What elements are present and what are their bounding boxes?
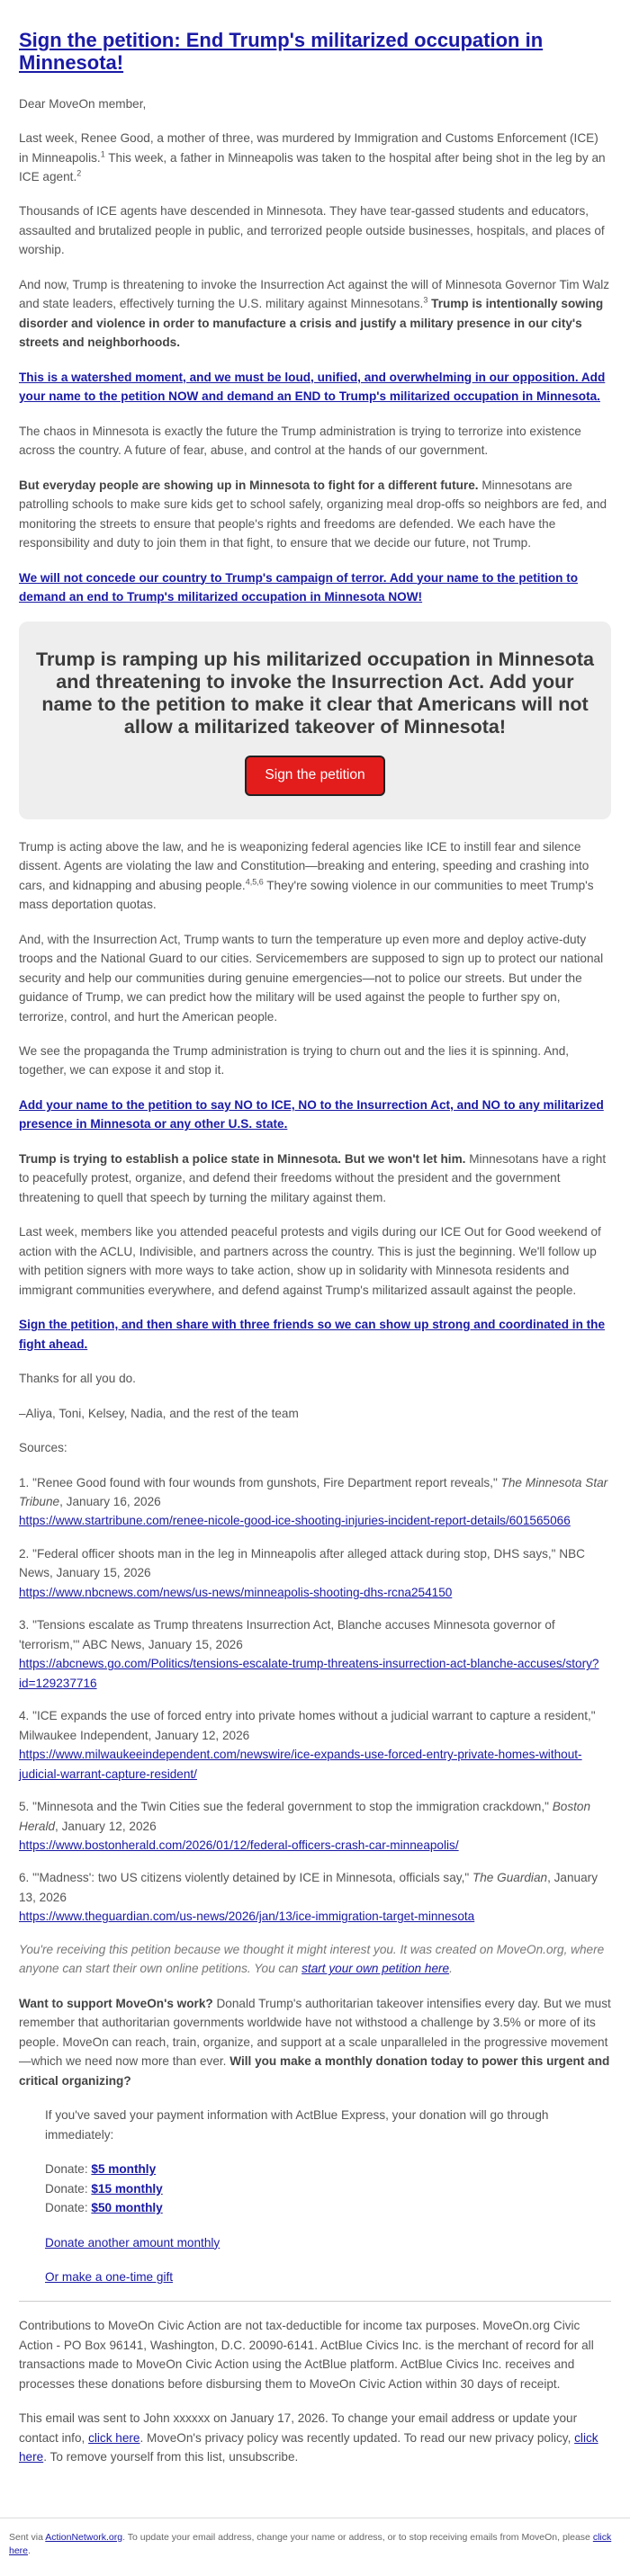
donation-section: [19, 2106, 611, 2286]
source-link[interactable]: https://abcnews.go.com/Politics/tensions-escalate-trump-threatens-insurrection-act-blanche-accuses/story?id=129237716: [19, 1657, 599, 1690]
paragraph-5: But everyday people are showing up in Minnesota to fight for a different future. Minnesotans are patrolling schools to make sure kids get to school safely, organizing meal drop-offs so neighbors are fed, and monitoring the streets to ensure that people's rights and freedoms are defended. We each have the responsibility and duty to join them in that fight, to ensure that we decide our future, not Trump.: [19, 478, 608, 550]
paragraph-6: Trump is acting above the law, and he is weaponizing federal agencies like ICE to instill fear and silence dissent. Agents are violating the law and Constitution—breaking and entering, speeding and crashing into cars, and kidnapping and abusing people.$^{4,5,6}$ They're sowing violence in our communities to meet Trump's mass deportation quotas.: [19, 839, 594, 912]
divider: [19, 2301, 611, 2302]
source-item: 1. "Renee Good found with four wounds from gunshots, Fire Department report reveals," The Minnesota Star Tribune, January 16, 2026 https://www.startribune.com/renee-nicole-good-ice-shooting-injuries-incident-report-details/601565066: [19, 1475, 608, 1528]
donate-15-monthly-link[interactable]: $15 monthly: [91, 2181, 163, 2196]
support-paragraph: Want to support MoveOn's work? Donald Trump's authoritarian takeover intensifies every day. But we must remember that authoritarian governments worldwide have not withstood a challenge by 3.5% or more of its people. MoveOn can reach, train, organize, and support at a scale unparalleled in the progressive movement—which we need now more than ever. Will you make a monthly donation today to power this urgent and critical organizing?: [19, 1996, 611, 2088]
donate-5-monthly-link[interactable]: $5 monthly: [91, 2162, 157, 2177]
title-link[interactable]: Sign the petition: End Trump's militarized occupation in Minnesota!: [19, 29, 544, 75]
source-link[interactable]: https://www.milwaukeeindependent.com/newswire/ice-expands-use-forced-entry-private-homes-without-judicial-warrant-capture-resident/: [19, 1748, 582, 1781]
source-item: 3. "Tensions escalate as Trump threatens Insurrection Act, Blanche accuses Minnesota governor of 'terrorism,'" ABC News, January 15, 2026 https://abcnews.go.com/Politics/tensions-escalate-trump-threatens-insurrection-act-blanche-accuses/story?id=129237716: [19, 1618, 599, 1690]
update-contact-link[interactable]: click here: [88, 2430, 140, 2445]
donate-50-row: Donate: $50 monthly: [45, 2201, 163, 2215]
privacy-policy-link[interactable]: click here: [19, 2430, 598, 2464]
donate-15-row: Donate: $15 monthly: [45, 2181, 163, 2196]
paragraph-9: Trump is trying to establish a police state in Minnesota. But we won't let him. Minnesotans have a right to peacefully protest, organize, and defend their freedoms without the president and the government threatening to quell that speech by turning the military against them.: [19, 1151, 607, 1204]
actionnetwork-link[interactable]: ActionNetwork.org: [45, 2531, 123, 2543]
source-link[interactable]: https://www.theguardian.com/us-news/2026/jan/13/ice-immigration-target-minnesota: [19, 1910, 475, 1924]
source-item: 6. "'Madness': two US citizens violently detained by ICE in Minnesota, officials say," The Guardian, January 13, 2026 https://www.theguardian.com/us-news/2026/jan/13/ice-immigration-target-minnesota: [19, 1871, 598, 1924]
signoff: –Aliya, Toni, Kelsey, Nadia, and the rest of the team: [19, 1406, 299, 1420]
source-item: 5. "Minnesota and the Twin Cities sue the federal government to stop the immigration crackdown," Boston Herald, January 12, 2026 https://www.bostonherald.com/2026/01/12/federal-officers-crash-car-minneapolis/: [19, 1800, 591, 1853]
thanks-line: Thanks for all you do.: [19, 1372, 136, 1386]
sent-to-note: This email was sent to John xxxxxx on January 17, 2026. To change your email address or update your contact info, click here. MoveOn's privacy policy was recently updated. To read our new privacy policy, click here. To remove yourself from this list, unsubscribe.: [19, 2411, 598, 2464]
tax-disclaimer: Contributions to MoveOn Civic Action are not tax-deductible for income tax purposes. MoveOn.org Civic Action - PO Box 96141, Washington, D.C. 20090-6141. ActBlue Civics Inc. is the merchant of record for all transactions made to MoveOn Civic Action using the ActBlue platform. ActBlue Civics Inc. receives and processes these donations before disbursing them to MoveOn Civic Action within 30 days of receipt.: [19, 2319, 594, 2391]
start-petition-link[interactable]: start your own petition here: [302, 1962, 450, 1976]
source-link[interactable]: https://www.startribune.com/renee-nicole-good-ice-shooting-injuries-incident-report-details/601565066: [19, 1514, 571, 1528]
actionnetwork-footer: Sent via ActionNetwork.org. To update your email address, change your name or address, or to stop receiving emails from MoveOn, please click here.: [0, 2518, 630, 2576]
callout-heading: Trump is ramping up his militarized occupation in Minnesota and threatening to invoke the Insurrection Act. Add your name to the petition to make it clear that Americans will not allow a militarized takeover of Minnesota!: [36, 648, 594, 738]
donate-50-monthly-link[interactable]: $50 monthly: [91, 2201, 163, 2215]
paragraph-1: Last week, Renee Good, a mother of three, was murdered by Immigration and Customs Enforcement (ICE) in Minneapolis.$^1$ This week, a father in Minneapolis was taken to the hospital after being shot in the leg by an ICE agent.$^2$: [19, 131, 606, 183]
receiving-note: You're receiving this petition because we thought it might interest you. It was created on MoveOn.org, where anyone can start their own online petitions. You can start your own petition here.: [19, 1942, 605, 1976]
petition-link-4[interactable]: Sign the petition, and then share with three friends so we can show up strong and coordinated in the fight ahead.: [19, 1318, 606, 1351]
footnote-4-6: 4,5,6: [245, 877, 264, 887]
footer-click-here-link[interactable]: click here: [9, 2531, 612, 2556]
page-title: [19, 29, 611, 75]
donate-5-row: Donate: $5 monthly: [45, 2162, 157, 2177]
source-item: 2. "Federal officer shoots man in the leg in Minneapolis after alleged attack during stop, DHS says," NBC News, January 15, 2026 https://www.nbcnews.com/news/us-news/minneapolis-shooting-dhs-rcna254150: [19, 1546, 585, 1599]
petition-link-2[interactable]: We will not concede our country to Trump's campaign of terror. Add your name to the petition to demand an end to Trump's militarized occupation in Minnesota NOW!: [19, 570, 579, 604]
petition-link-1[interactable]: This is a watershed moment, and we must be loud, unified, and overwhelming in our opposition. Add your name to the petition NOW and demand an END to Trump's militarized occupation in Minnesota.: [19, 370, 606, 404]
one-time-gift-link[interactable]: Or make a one-time gift: [45, 2269, 174, 2284]
footnote-1: 1: [100, 149, 105, 158]
paragraph-7: And, with the Insurrection Act, Trump wants to turn the temperature up even more and deploy active-duty troops and the National Guard to our cities. Servicemembers are supposed to sign up to protect our national security and help our communities during genuine emergencies—not to police our streets. But under the guidance of Trump, we can predict how the military will be used against the people to further spy on, terrorize, control, and hurt the American people.: [19, 932, 604, 1024]
paragraph-3: And now, Trump is threatening to invoke the Insurrection Act against the will of Minnesota Governor Tim Walz and state leaders, effectively turning the U.S. military against Minnesotans.$^3$ Trump is intentionally sowing disorder and violence in order to manufacture a crisis and justify a military presence in our city's streets and neighborhoods.: [19, 277, 610, 350]
paragraph-10: Last week, members like you attended peaceful protests and vigils during our ICE Out for Good weekend of action with the ACLU, Indivisible, and partners across the country. This is just the beginning. We'll follow up with petition signers with more ways to take action, show up in solidarity with Minnesota residents and immigrant communities everywhere, and defend against Trump's militarized assault against the people.: [19, 1225, 601, 1297]
sources-list: [19, 1473, 611, 1927]
donate-other-link[interactable]: Donate another amount monthly: [45, 2235, 220, 2250]
paragraph-2: Thousands of ICE agents have descended in Minnesota. They have tear-gassed students and educators, assaulted and brutalized people in public, and terrorized people outside businesses, hospitals, and places of worship.: [19, 204, 605, 257]
source-item: 4. "ICE expands the use of forced entry into private homes without a judicial warrant to capture a resident," Milwaukee Independent, January 12, 2026 https://www.milwaukeeindependent.com/newswire/ice-expands-use-forced-entry-private-homes-without-judicial-warrant-capture-resident/: [19, 1709, 596, 1781]
sign-petition-button[interactable]: Sign the petition: [245, 756, 384, 795]
sources-label: Sources:: [19, 1441, 68, 1455]
petition-link-3[interactable]: Add your name to the petition to say NO to ICE, NO to the Insurrection Act, and NO to any militarized presence in Minnesota or any other U.S. state.: [19, 1097, 604, 1131]
footnote-2: 2: [76, 168, 82, 178]
paragraph-8: We see the propaganda the Trump administration is trying to churn out and the lies it is spinning. And, together, we can expose it and stop it.: [19, 1044, 570, 1078]
source-link[interactable]: https://www.bostonherald.com/2026/01/12/federal-officers-crash-car-minneapolis/: [19, 1838, 459, 1853]
paragraph-4: The chaos in Minnesota is exactly the future the Trump administration is trying to terrorize into existence across the country. A future of fear, abuse, and control at the hands of our government.: [19, 424, 581, 458]
source-link[interactable]: https://www.nbcnews.com/news/us-news/minneapolis-shooting-dhs-rcna254150: [19, 1585, 453, 1599]
greeting: Dear MoveOn member,: [19, 96, 147, 111]
actblue-note: If you've saved your payment information with ActBlue Express, your donation will go through immediately:: [45, 2108, 549, 2142]
footnote-3: 3: [423, 295, 428, 305]
petition-callout-box: [19, 622, 611, 818]
